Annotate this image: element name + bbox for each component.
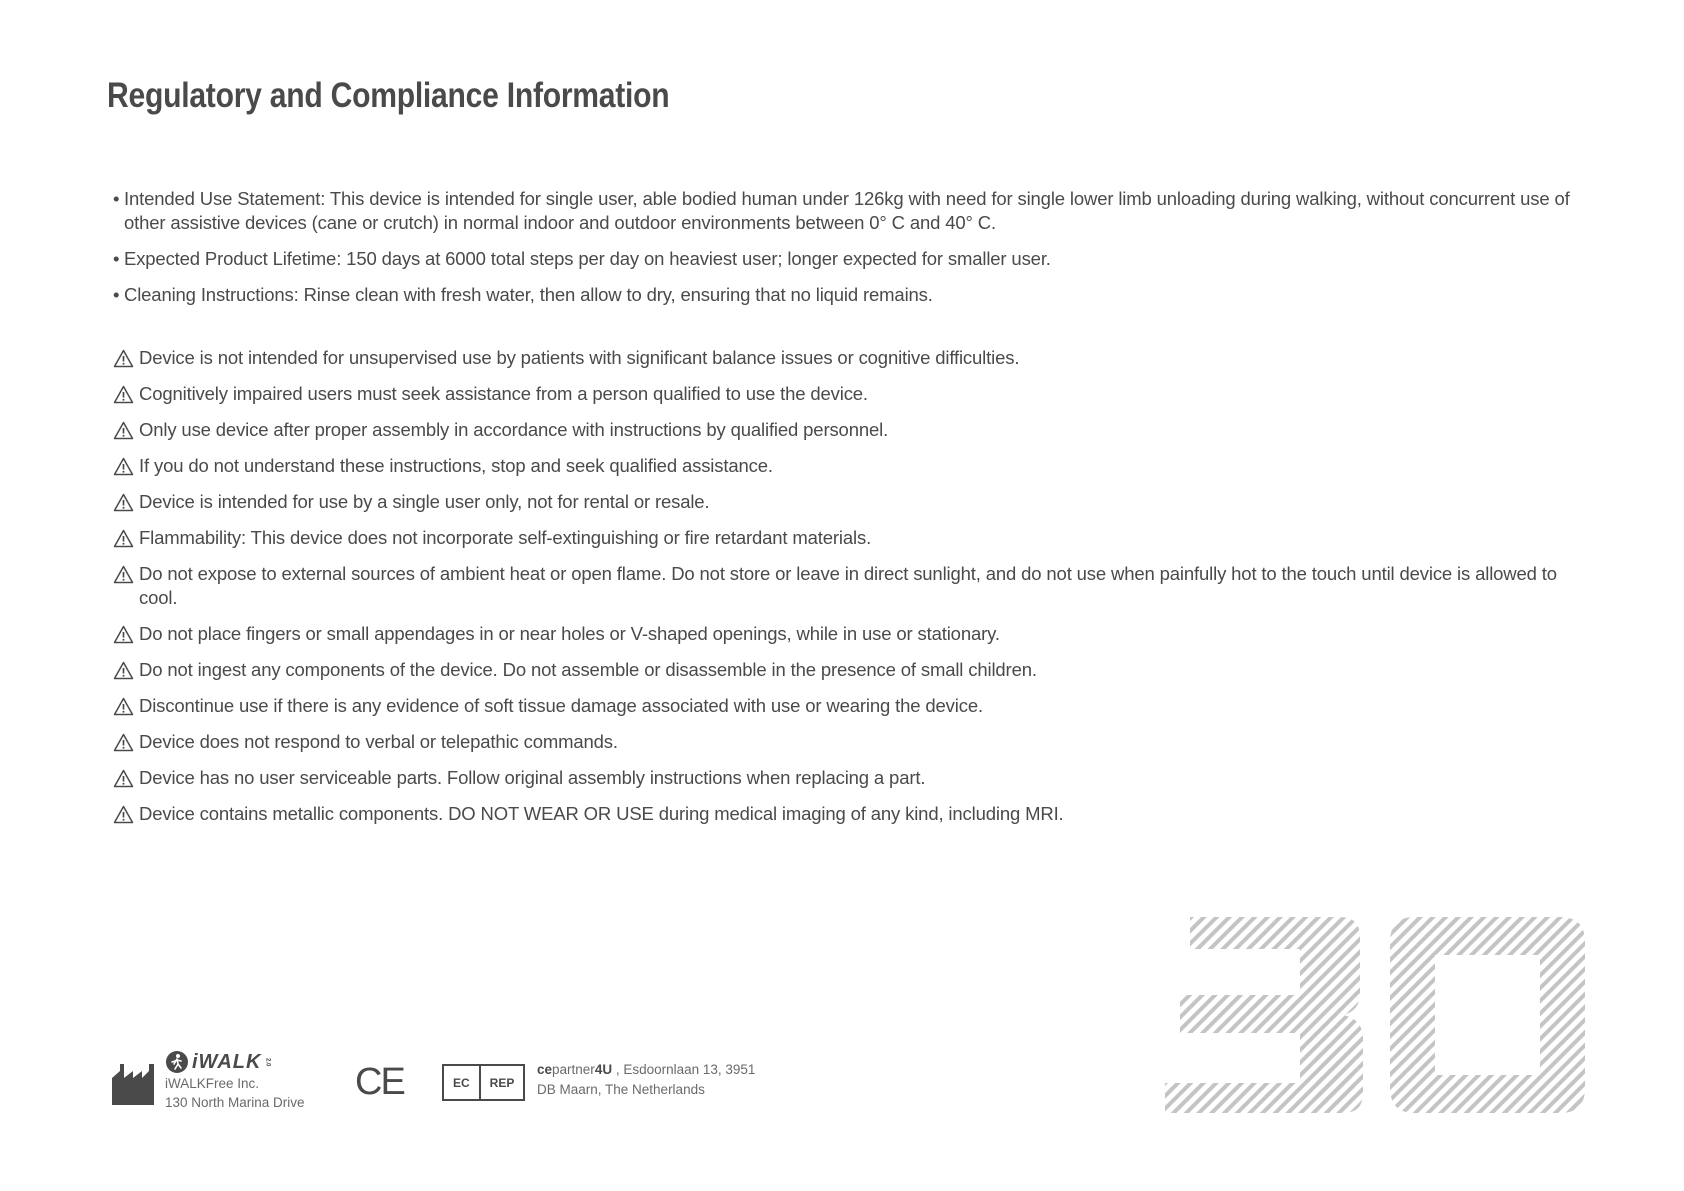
rep-name-ce: ce xyxy=(537,1062,553,1077)
info-bullet-text: Expected Product Lifetime: 150 days at 6000 total steps per day on heaviest user; longer expected for smaller user. xyxy=(124,248,1051,269)
warning-text: Do not ingest any components of the device. Do not assemble or disassemble in the presence of small children. xyxy=(139,659,1037,680)
warning-triangle-icon xyxy=(113,565,134,584)
warning-item xyxy=(111,802,1591,826)
bullet-glyph: • xyxy=(113,248,120,269)
warning-list xyxy=(111,346,1591,838)
warning-item xyxy=(111,562,1591,610)
rep-name-4u: 4U xyxy=(594,1062,613,1077)
warning-text: Discontinue use if there is any evidence of soft tissue damage associated with use or wearing the device. xyxy=(139,695,983,716)
warning-item xyxy=(111,730,1591,754)
manufacturer-address: 130 North Marina Drive xyxy=(165,1095,305,1110)
manufacturer-company: iWALKFree Inc. xyxy=(165,1076,260,1091)
iwalk-logo xyxy=(165,1050,305,1074)
warning-text: Device contains metallic components. DO NOT WEAR OR USE during medical imaging of any kind, including MRI. xyxy=(139,803,1064,824)
info-bullet-item xyxy=(107,187,1587,235)
rep-name-partner: partner xyxy=(552,1062,595,1077)
warning-triangle-icon xyxy=(113,733,134,752)
warning-text: Cognitively impaired users must seek assistance from a person qualified to use the device. xyxy=(139,383,868,404)
info-bullet-item xyxy=(107,247,1587,271)
warning-triangle-icon xyxy=(113,625,134,644)
warning-item xyxy=(111,418,1591,442)
warning-triangle-icon xyxy=(113,421,134,440)
warning-triangle-icon xyxy=(113,697,134,716)
warning-item xyxy=(111,658,1591,682)
warning-text: Do not place fingers or small appendages in or near holes or V-shaped openings, while in use or stationary. xyxy=(139,623,1000,644)
rep-address-line1: , Esdoornlaan 13, 3951 xyxy=(612,1062,756,1077)
warning-item xyxy=(111,766,1591,790)
ec-rep-symbol xyxy=(442,1064,525,1101)
warning-text: Device is not intended for unsupervised use by patients with significant balance issues or cognitive difficulties. xyxy=(139,347,1020,368)
warning-text: Device does not respond to verbal or telepathic commands. xyxy=(139,731,618,752)
warning-text: Device has no user serviceable parts. Follow original assembly instructions when replacing a part. xyxy=(139,767,926,788)
warning-item xyxy=(111,382,1591,406)
warning-item xyxy=(111,454,1591,478)
warning-triangle-icon xyxy=(113,529,134,548)
info-bullet-list xyxy=(107,187,1587,319)
warning-text: Only use device after proper assembly in accordance with instructions by qualified personnel. xyxy=(139,419,889,440)
ec-label: EC xyxy=(453,1075,470,1090)
warning-triangle-icon xyxy=(113,385,134,404)
walker-figure-icon xyxy=(165,1050,189,1074)
info-bullet-text: Cleaning Instructions: Rinse clean with fresh water, then allow to dry, ensuring that no liquid remains. xyxy=(124,284,933,305)
warning-triangle-icon xyxy=(113,769,134,788)
warning-text: Device is intended for use by a single user only, not for rental or resale. xyxy=(139,491,710,512)
warning-item xyxy=(111,346,1591,370)
warning-text: Do not expose to external sources of ambient heat or open flame. Do not store or leave in direct sunlight, and do not use when painfully hot to the touch until device is allowed to cool. xyxy=(139,563,1557,608)
version-label: 3.0 xyxy=(1165,915,1167,916)
warning-text: If you do not understand these instructions, stop and seek qualified assistance. xyxy=(139,455,773,476)
bullet-glyph: • xyxy=(113,284,120,305)
info-bullet-text: Intended Use Statement: This device is intended for single user, able bodied human under 126kg with need for single lower limb unloading during walking, without concurrent use of other assistive devices (cane or crutch) in normal indoor and outdoor environments between 0° C and 40° C. xyxy=(124,188,1570,233)
bullet-glyph: • xyxy=(113,188,120,209)
version-3-0-graphic xyxy=(1165,915,1585,1115)
rep-address-line2: DB Maarn, The Netherlands xyxy=(537,1082,705,1097)
warning-triangle-icon xyxy=(113,349,134,368)
page-title: Regulatory and Compliance Information xyxy=(107,76,670,115)
manufacturer-info xyxy=(165,1050,305,1112)
warning-triangle-icon xyxy=(113,493,134,512)
brand-name: iWALK xyxy=(192,1050,262,1073)
warning-triangle-icon xyxy=(113,661,134,680)
warning-item xyxy=(111,622,1591,646)
info-bullet-item xyxy=(107,283,1587,307)
warning-text: Flammability: This device does not incorporate self-extinguishing or fire retardant materials. xyxy=(139,527,872,548)
warning-item xyxy=(111,526,1591,550)
manufacturer-factory-icon xyxy=(111,1062,155,1106)
warning-triangle-icon xyxy=(113,457,134,476)
ce-mark: CE xyxy=(355,1061,404,1103)
rep-label: REP xyxy=(479,1066,524,1099)
warning-item xyxy=(111,490,1591,514)
brand-version: 2.0 xyxy=(264,1057,271,1067)
warning-triangle-icon xyxy=(113,805,134,824)
ec-rep-address xyxy=(537,1060,755,1100)
warning-item xyxy=(111,694,1591,718)
